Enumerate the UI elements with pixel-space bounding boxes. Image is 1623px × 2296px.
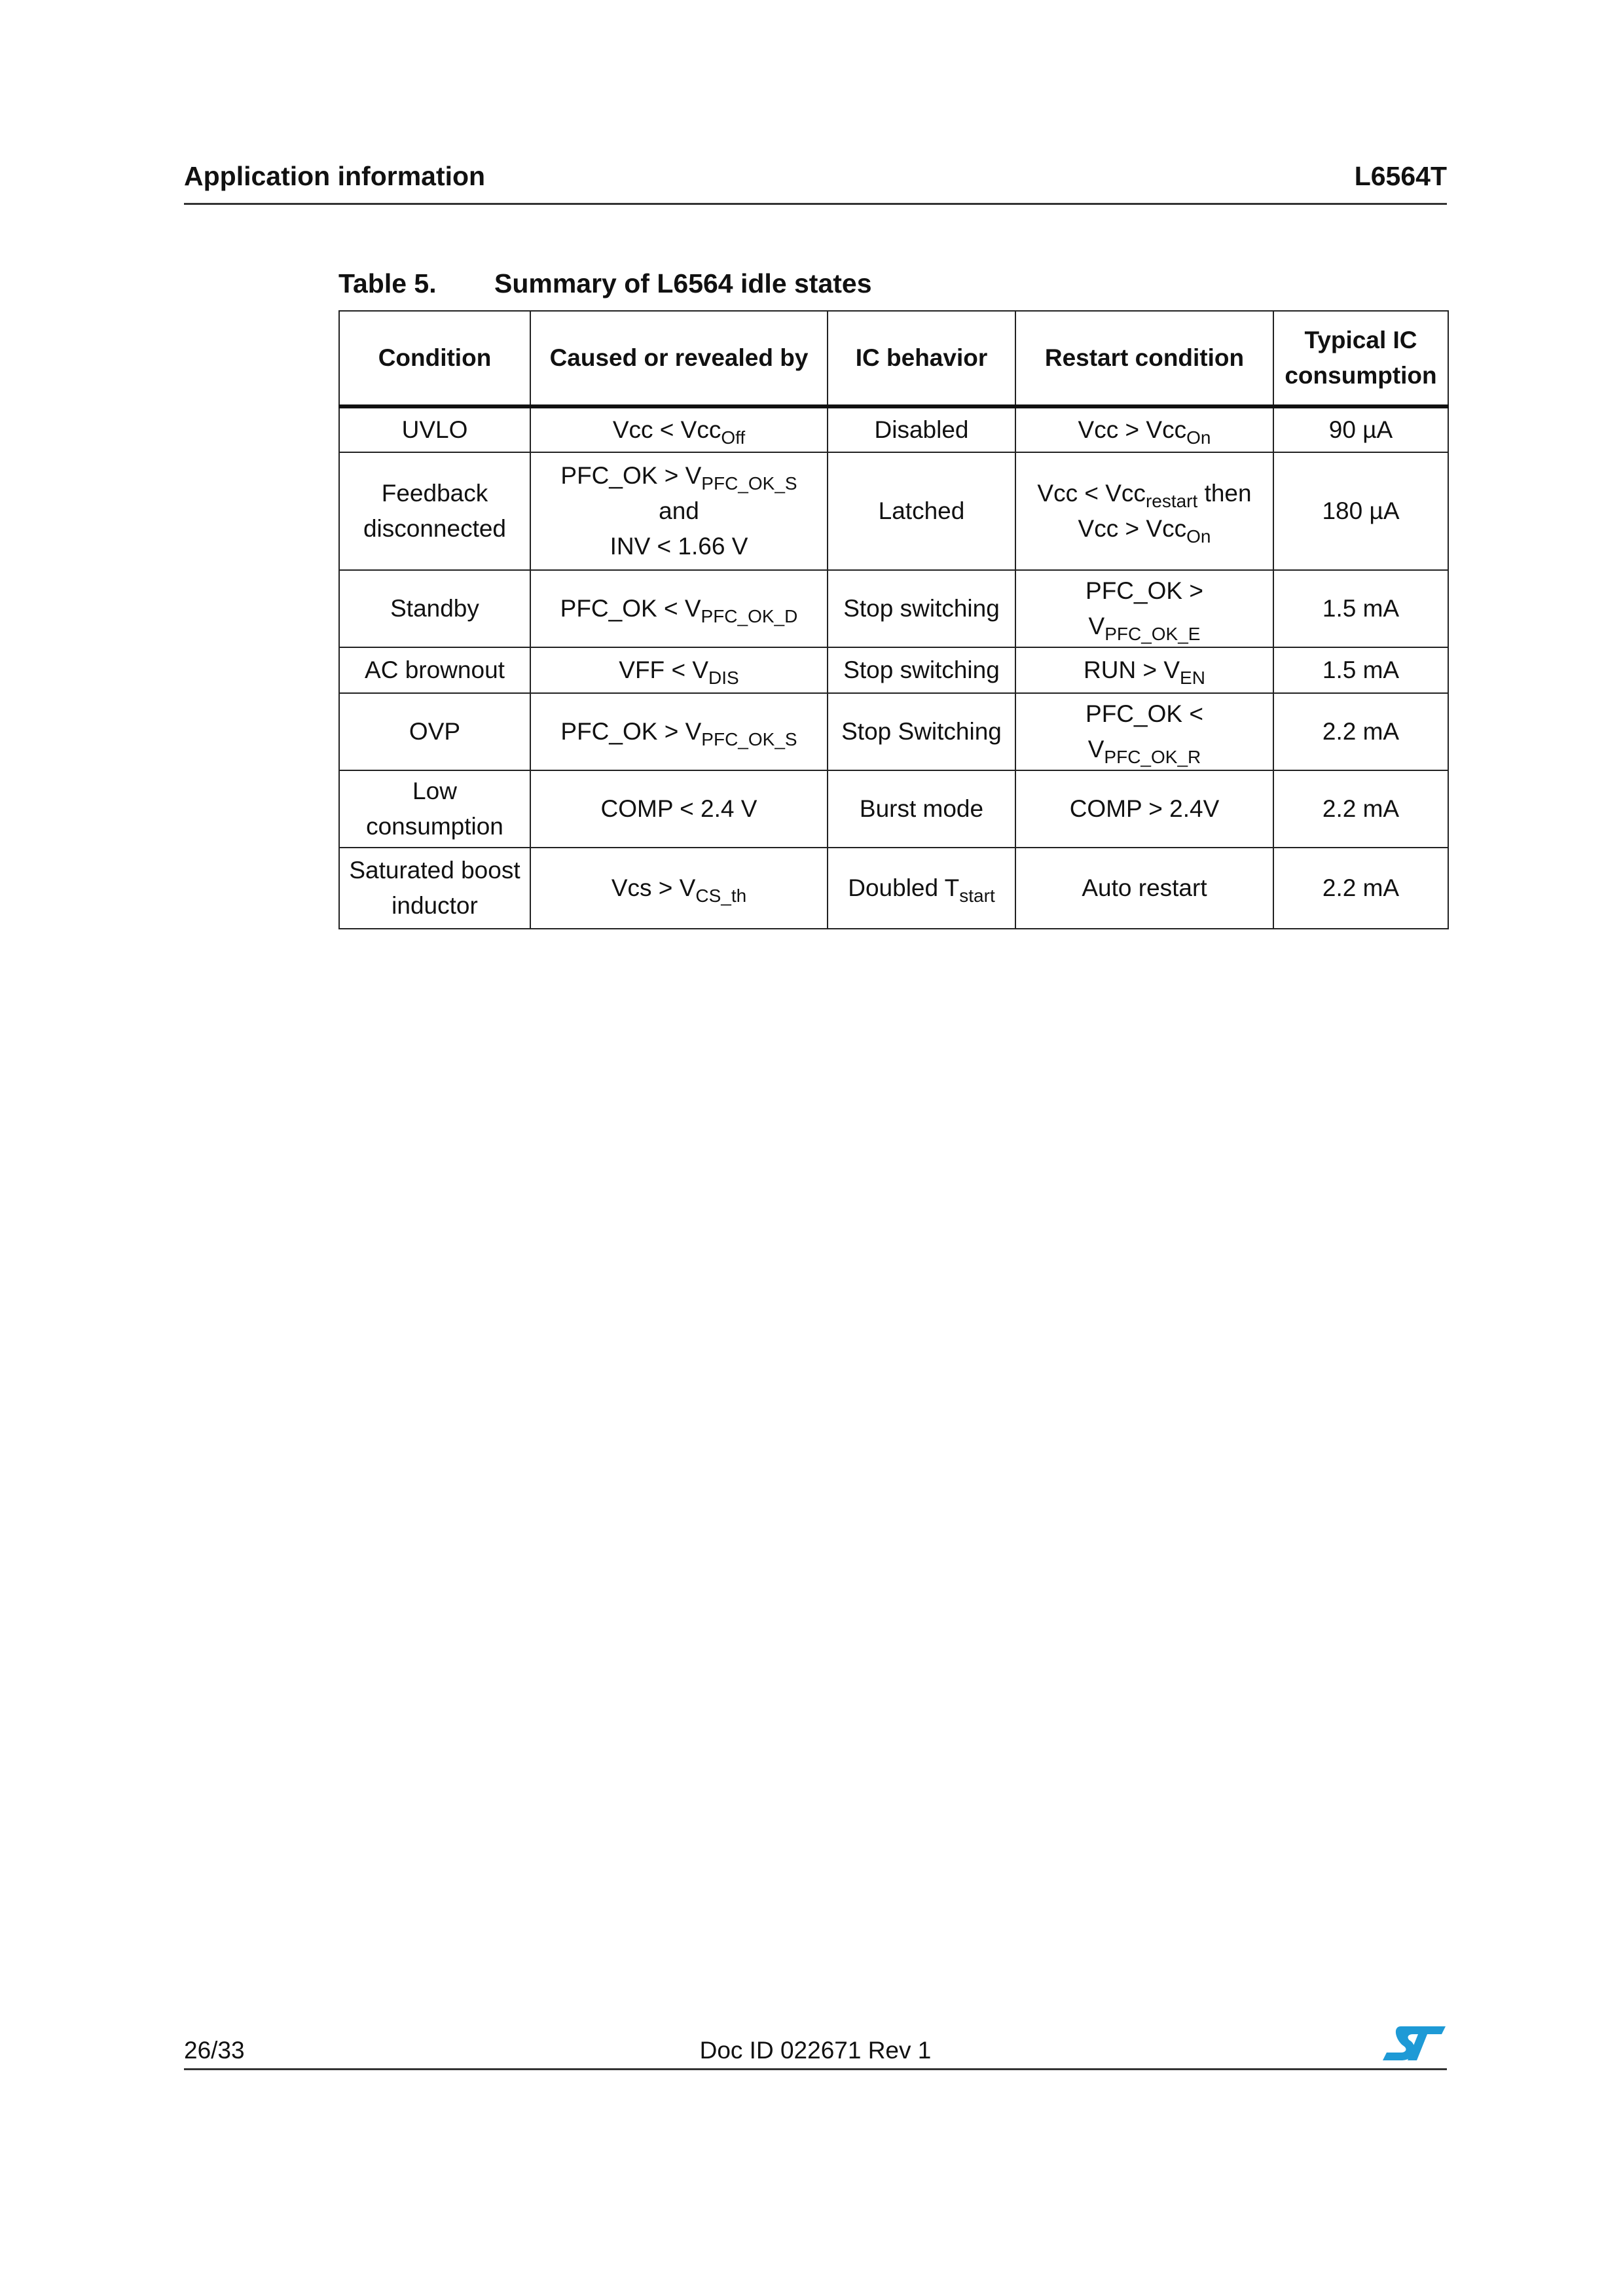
restart-subscript-2: On bbox=[1186, 526, 1211, 547]
cell-behavior: Disabled bbox=[828, 406, 1015, 452]
cell-cause bbox=[530, 406, 828, 452]
cell-consumption: 180 µA bbox=[1273, 452, 1448, 570]
cell-consumption: 90 µA bbox=[1273, 406, 1448, 452]
cell-condition: Saturated boost inductor bbox=[339, 848, 530, 929]
header-consumption-line2: consumption bbox=[1285, 362, 1437, 389]
header-consumption-line1: Typical IC bbox=[1304, 327, 1417, 353]
cell-cause bbox=[530, 848, 828, 929]
cell-behavior: Burst mode bbox=[828, 770, 1015, 848]
cause-text: Vcc < Vcc bbox=[612, 416, 721, 443]
cell-behavior: Stop switching bbox=[828, 647, 1015, 693]
cell-restart bbox=[1015, 452, 1273, 570]
table-row bbox=[339, 406, 1448, 452]
behavior-text: Doubled T bbox=[848, 874, 960, 901]
table-row bbox=[339, 848, 1448, 929]
restart-text: RUN > V bbox=[1084, 656, 1180, 683]
cause-text: Vcs > V bbox=[611, 874, 696, 901]
page-number: 26/33 bbox=[184, 2037, 245, 2064]
cell-behavior: Stop switching bbox=[828, 570, 1015, 647]
cause-text: VFF < V bbox=[619, 656, 709, 683]
cell-condition: UVLO bbox=[339, 406, 530, 452]
header-cause: Caused or revealed by bbox=[530, 311, 828, 406]
cause-text: PFC_OK > V bbox=[560, 462, 702, 489]
cell-behavior bbox=[828, 848, 1015, 929]
cell-cause bbox=[530, 570, 828, 647]
cell-behavior: Latched bbox=[828, 452, 1015, 570]
restart-text: Vcc < Vcc bbox=[1037, 480, 1146, 507]
table-row bbox=[339, 452, 1448, 570]
restart-text-2: V bbox=[1088, 613, 1105, 639]
restart-subscript: restart bbox=[1145, 491, 1198, 511]
table-title: Summary of L6564 idle states bbox=[494, 268, 872, 298]
cell-restart bbox=[1015, 693, 1273, 770]
table-number: Table 5. bbox=[338, 268, 437, 298]
restart-text: Vcc > Vcc bbox=[1078, 416, 1187, 443]
restart-text: PFC_OK < bbox=[1085, 700, 1203, 727]
cause-text: PFC_OK > V bbox=[560, 718, 702, 745]
table-row bbox=[339, 693, 1448, 770]
cell-consumption: 2.2 mA bbox=[1273, 770, 1448, 848]
table-row bbox=[339, 647, 1448, 693]
cause-conjunction: and bbox=[659, 497, 699, 524]
st-logo-icon bbox=[1381, 2022, 1447, 2064]
cell-behavior: Stop Switching bbox=[828, 693, 1015, 770]
cause-subscript: Off bbox=[721, 427, 746, 448]
behavior-subscript: start bbox=[959, 886, 995, 906]
table-row bbox=[339, 570, 1448, 647]
restart-subscript-2: PFC_OK_R bbox=[1104, 747, 1201, 767]
doc-id: Doc ID 022671 Rev 1 bbox=[699, 2037, 932, 2064]
cell-condition: Feedback disconnected bbox=[339, 452, 530, 570]
cause-subscript: PFC_OK_S bbox=[701, 473, 797, 493]
cell-cause bbox=[530, 693, 828, 770]
cause-subscript: PFC_OK_S bbox=[701, 729, 797, 749]
restart-text-tail: then bbox=[1197, 480, 1252, 507]
cause-subscript: DIS bbox=[708, 668, 739, 688]
cause-subscript: PFC_OK_D bbox=[701, 606, 798, 626]
cell-condition: Standby bbox=[339, 570, 530, 647]
cell-cause bbox=[530, 452, 828, 570]
cell-consumption: 2.2 mA bbox=[1273, 848, 1448, 929]
restart-text-2: V bbox=[1087, 736, 1104, 762]
cell-restart: COMP > 2.4V bbox=[1015, 770, 1273, 848]
cell-cause: COMP < 2.4 V bbox=[530, 770, 828, 848]
cell-restart: Auto restart bbox=[1015, 848, 1273, 929]
page-header bbox=[184, 156, 1447, 205]
cell-cause bbox=[530, 647, 828, 693]
restart-text-2: Vcc > Vcc bbox=[1078, 515, 1187, 542]
cell-condition: AC brownout bbox=[339, 647, 530, 693]
cell-consumption: 1.5 mA bbox=[1273, 647, 1448, 693]
header-condition: Condition bbox=[339, 311, 530, 406]
header-consumption bbox=[1273, 311, 1448, 406]
header-behavior: IC behavior bbox=[828, 311, 1015, 406]
cell-consumption: 1.5 mA bbox=[1273, 570, 1448, 647]
cause-subscript: CS_th bbox=[695, 886, 747, 906]
idle-states-table bbox=[338, 310, 1449, 929]
cell-restart bbox=[1015, 570, 1273, 647]
section-title: Application information bbox=[184, 161, 486, 191]
restart-text: PFC_OK > bbox=[1085, 577, 1203, 604]
cell-restart bbox=[1015, 406, 1273, 452]
cell-condition: Low consumption bbox=[339, 770, 530, 848]
cause-text: PFC_OK < V bbox=[560, 595, 701, 622]
part-number: L6564T bbox=[1354, 161, 1447, 191]
page-footer bbox=[184, 2034, 1447, 2070]
cell-restart bbox=[1015, 647, 1273, 693]
cell-consumption: 2.2 mA bbox=[1273, 693, 1448, 770]
cell-condition: OVP bbox=[339, 693, 530, 770]
table-row bbox=[339, 770, 1448, 848]
restart-subscript: On bbox=[1186, 427, 1211, 448]
restart-subscript-2: PFC_OK_E bbox=[1104, 624, 1201, 644]
cause-text-2: INV < 1.66 V bbox=[610, 533, 748, 560]
header-restart: Restart condition bbox=[1015, 311, 1273, 406]
table-header-row bbox=[339, 311, 1448, 406]
restart-subscript: EN bbox=[1180, 668, 1205, 688]
